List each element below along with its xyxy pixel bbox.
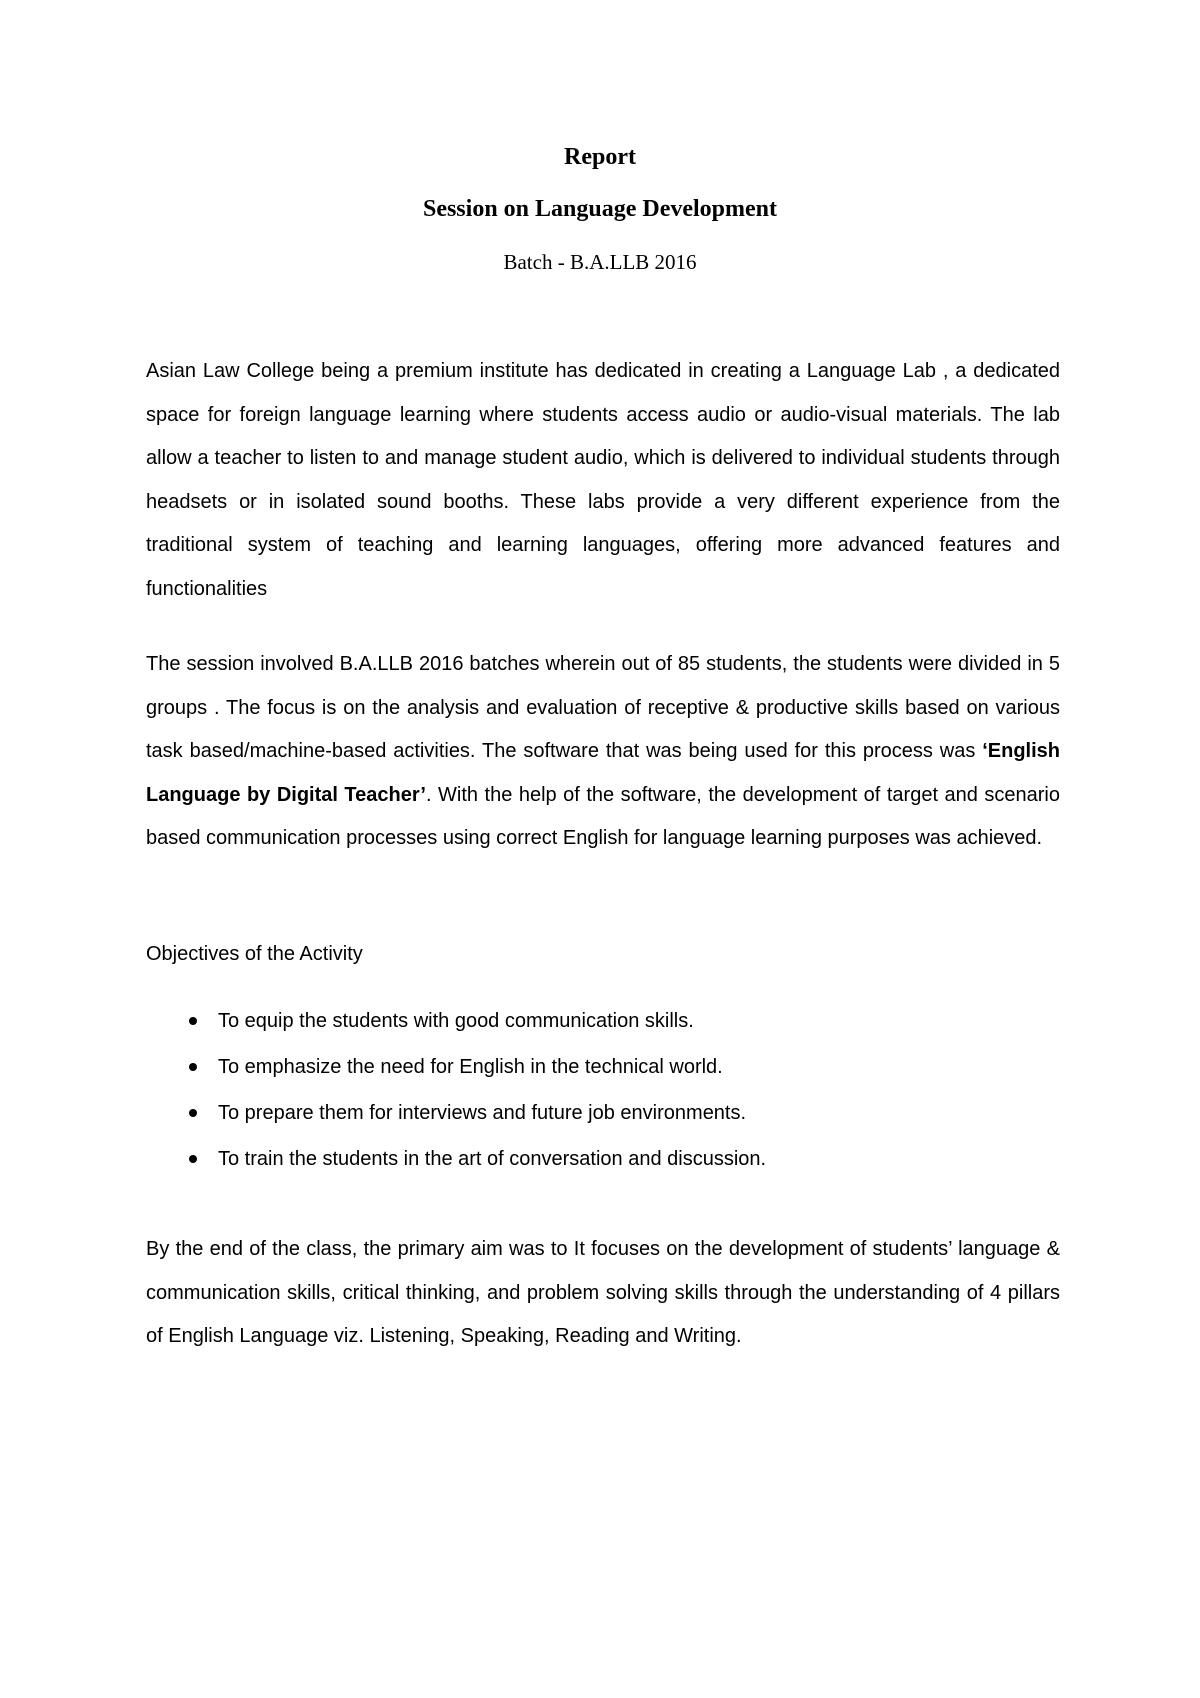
objective-text: To emphasize the need for English in the technical world. [218, 1056, 723, 1078]
intro-paragraph: Asian Law College being a premium institute has dedicated in creating a Language Lab , a dedicated space for foreign language learning where students access audio or audio-visual materials. The lab allow a teacher to listen to and manage student audio, which is delivered to individual students through headsets or in isolated sound booths. These labs provide a very different experience from the traditional system of teaching and learning languages, offering more advanced features and functionalities [146, 360, 1060, 600]
session-paragraph [146, 643, 1060, 861]
report-title: Report [564, 144, 636, 170]
session-paragraph-text-2: . With the help of the software, the development of target and scenario based communication processes using correct English for language learning purposes was achieved. [146, 783, 1060, 849]
bullet-icon [189, 1017, 197, 1025]
bullet-icon [189, 1155, 197, 1163]
session-paragraph-text-1: The session involved B.A.LLB 2016 batches wherein out of 85 students, the students were divided in 5 groups . The focus is on the analysis and evaluation of receptive & productive skills based on various task based/machine-based activities. The software that was being used for this process was [146, 653, 1060, 762]
conclusion-paragraph: By the end of the class, the primary aim was to It focuses on the development of students’ language & communication skills, critical thinking, and problem solving skills through the understanding of 4 pillars of English Language viz. Listening, Speaking, Reading and Writing. [146, 1238, 1060, 1347]
objective-item [146, 1098, 1060, 1144]
software-name: ‘English Language by Digital Teacher’ [146, 740, 1060, 806]
objective-item [146, 1052, 1060, 1098]
objective-item [146, 1144, 1060, 1190]
objective-text: To train the students in the art of conversation and discussion. [218, 1148, 767, 1170]
batch-subtitle: Batch - B.A.LLB 2016 [503, 250, 697, 274]
objectives-heading: Objectives of the Activity [146, 943, 363, 965]
objective-text: To equip the students with good communication skills. [218, 1010, 694, 1032]
session-title: Session on Language Development [422, 196, 778, 222]
bullet-icon [189, 1063, 197, 1071]
objective-text: To prepare them for interviews and future job environments. [218, 1102, 747, 1124]
objective-item [146, 1006, 1060, 1052]
objectives-list [146, 1006, 1060, 1190]
bullet-icon [189, 1109, 197, 1117]
